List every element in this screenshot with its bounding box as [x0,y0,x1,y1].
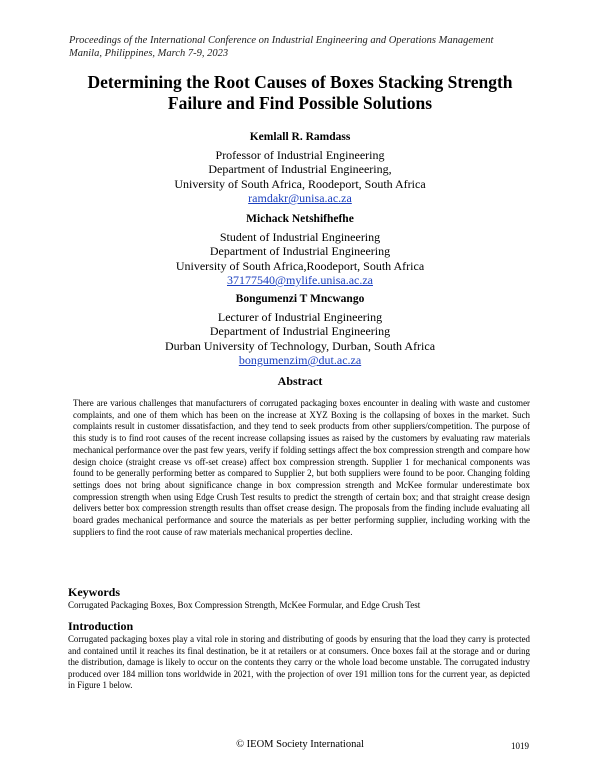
title-line-1: Determining the Root Causes of Boxes Stacking Strength [87,72,513,92]
footer-copyright: © IEOM Society International [236,739,364,750]
paper-title [40,72,560,114]
author-position: Student of Industrial Engineering [219,229,381,244]
author-email-link[interactable]: bongumenzim@dut.ac.za [238,353,362,367]
introduction-heading: Introduction [68,619,134,633]
author-department: Department of Industrial Engineering [209,324,391,338]
author-department: Department of Industrial Engineering [209,244,391,258]
author-affiliation: University of South Africa,Roodeport, South Africa [175,258,425,273]
abstract-heading: Abstract [277,374,323,388]
author-position: Lecturer of Industrial Engineering [217,309,383,324]
keywords-text: Corrugated Packaging Boxes, Box Compression Strength, McKee Formular, and Edge Crush Test [68,600,421,610]
author-name: Bongumenzi T Mncwango [235,293,365,305]
header-conference: Proceedings of the International Conference on Industrial Engineering and Operations Management [69,35,494,46]
author-name: Michack Netshifhefhe [246,213,354,225]
keywords-heading: Keywords [68,585,120,599]
author-block-1 [60,130,540,206]
author-block-3 [60,292,540,368]
introduction-text: Corrugated packaging boxes play a vital role in storing and distributing of goods by ensuring that the load they carry is protected and contained until it reaches its final destination, be it at retailers or at consumers. Once boxes fail at the storage and or during the distribution, damage is likely to occur on the contents they carry or the whole load become unstable. The corrugated industry produced over 184 million tons worldwide in 2021, with the projection of over 191 million tons for the current year, as depicted in Figure 1 below. [68,634,530,691]
author-affiliation: Durban University of Technology, Durban, South Africa [164,338,436,353]
header-location-date: Manila, Philippines, March 7-9, 2023 [69,48,229,59]
author-department: Department of Industrial Engineering, [208,162,392,176]
author-block-2 [60,212,540,288]
author-position: Professor of Industrial Engineering [215,147,385,162]
abstract-text: There are various challenges that manufacturers of corrugated packaging boxes encounter in dealing with waste and customer complaints, and one of them which has been on the increase at XYZ Boxing is the collapsing of boxes in the market. Such complaints result in customer dissatisfaction, and they tend to seek products from other suppliers/competition. The purpose of this study is to find root causes of the recent increase collapsing issues as raised by the customers by evaluating raw materials mechanical performance over the past few years, verify if folding settings affect the box compression strength and compare how design choice (straight crease vs off-set crease) affect box compression strength. Supplier 1 for mechanical components was found to be generally performing better as compared to Supplier 2, but both suppliers were found to be poor. Changing folding settings does not bring about significance change in box compression strength and McKee formular underestimate box compression strength when using Edge Crush Test results to predict the strength of certain box; and that straight crease design delivers better box compression strength results than offset crease design. The proposals from the finding include evaluating all board grades mechanical performance and source the materials as per better performing supplier, including working with the suppliers to find the root cause of raw materials mechanical properties decline. [73,398,530,537]
running-header [69,34,539,60]
page-number: 1019 [511,741,529,751]
author-email-link[interactable]: 37177540@mylife.unisa.ac.za [226,273,373,287]
author-name: Kemlall R. Ramdass [249,131,351,143]
author-email-link[interactable]: ramdakr@unisa.ac.za [248,191,352,205]
author-affiliation: University of South Africa, Roodeport, South Africa [174,176,426,191]
title-line-2: Failure and Find Possible Solutions [167,93,433,113]
